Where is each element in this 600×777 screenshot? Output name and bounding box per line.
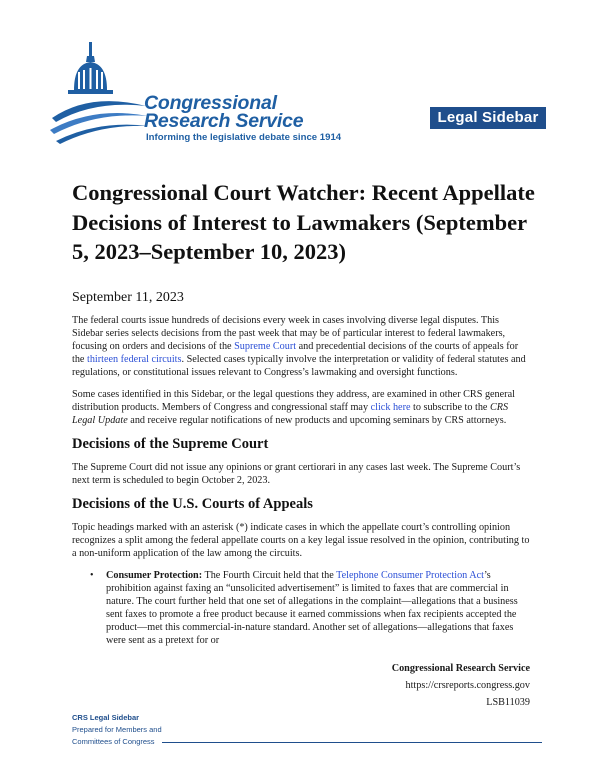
intro-text: and receive regular notifications of new products and upcoming seminars by CRS attorneys.: [127, 415, 507, 426]
appeals-paragraph: Topic headings marked with an asterisk (*) indicate cases in which the appellate court’s controlling opinion recognizes a split among the federal appellate courts on a key legal issue resolved in the opinion, contributing to a non-uniform application of the law among the circuits.: [72, 522, 530, 559]
footer-divider: [162, 742, 542, 743]
supreme-court-paragraph: The Supreme Court did not issue any opinions or grant certiorari in any cases last week. The Supreme Court’s next term is scheduled to begin October 2, 2023.: [72, 462, 521, 486]
item-text: The Fourth Circuit held that the: [202, 570, 337, 581]
intro-text: The federal courts issue hundreds of decisions every week in cases involving diverse legal disputes. This Sidebar series selects decisions from the past week that may be of particular interest to federal lawmakers, focusing on orders and decisions of the: [72, 315, 506, 352]
federal-circuits-link[interactable]: thirteen federal circuits: [87, 354, 182, 365]
footer: [72, 712, 162, 748]
capitol-dome-icon: [50, 40, 150, 145]
crs-legal-update-title: CRS Legal Update: [72, 402, 509, 426]
publisher-url: https://crsreports.congress.gov: [405, 680, 530, 691]
publisher-name: Congressional Research Service: [391, 663, 530, 674]
logo-tagline: Informing the legislative debate since 1914: [146, 132, 342, 143]
intro-paragraph-1: [72, 314, 532, 379]
intro-text: . Selected cases typically involve the interpretation or validity of federal statutes and regulations, or constitutional issues relevant to Congress’s lawmaking and oversight functions.: [72, 354, 526, 378]
footer-line-1: Prepared for Members and: [72, 725, 162, 734]
intro-text: Some cases identified in this Sidebar, or the legal questions they address, are examined in other CRS general distribution products. Members of Congress and congressional staff may: [72, 389, 515, 413]
document-body: [72, 314, 532, 647]
supreme-court-heading: Decisions of the Supreme Court: [72, 436, 269, 452]
logo-name-line1: Congressional: [144, 92, 277, 114]
publisher-block: [392, 660, 530, 711]
legal-sidebar-badge: Legal Sidebar: [430, 107, 546, 129]
logo-name-line2: Research Service: [144, 110, 304, 132]
publication-date: September 11, 2023: [72, 290, 184, 305]
crs-logo: [50, 40, 350, 150]
page-title: Congressional Court Watcher: Recent Appellate Decisions of Interest to Lawmakers (September 5, 2023–September 10, 2023): [72, 180, 535, 264]
bullet-icon: •: [90, 570, 94, 581]
footer-title: CRS Legal Sidebar: [72, 713, 140, 722]
tcpa-link[interactable]: Telephone Consumer Protection Act: [336, 570, 484, 581]
supreme-court-link[interactable]: Supreme Court: [234, 341, 297, 352]
appeals-heading: Decisions of the U.S. Courts of Appeals: [72, 496, 313, 512]
subscribe-link[interactable]: click here: [370, 402, 411, 413]
footer-line-2: Committees of Congress: [72, 737, 155, 746]
list-item: [90, 569, 532, 647]
decisions-list: [72, 569, 532, 647]
intro-paragraph-2: [72, 388, 532, 427]
topic-label: Consumer Protection:: [106, 570, 203, 581]
intro-text: to subscribe to the: [410, 402, 490, 413]
report-id: LSB11039: [486, 697, 530, 708]
intro-text: and precedential decisions of the courts of appeals for the: [72, 341, 519, 365]
item-text: ’s prohibition against faxing an “unsolicited advertisement” is limited to faxes that are commercial in nature. The court further held that one set of allegations in the complaint—allegations that a business sent faxes to promote a free product because it earned commissions when fax recipients accepted the product—met this commercial-in-nature standard. Another set of allegations—allegations that faxes were sent as a pretext for or: [106, 570, 518, 646]
